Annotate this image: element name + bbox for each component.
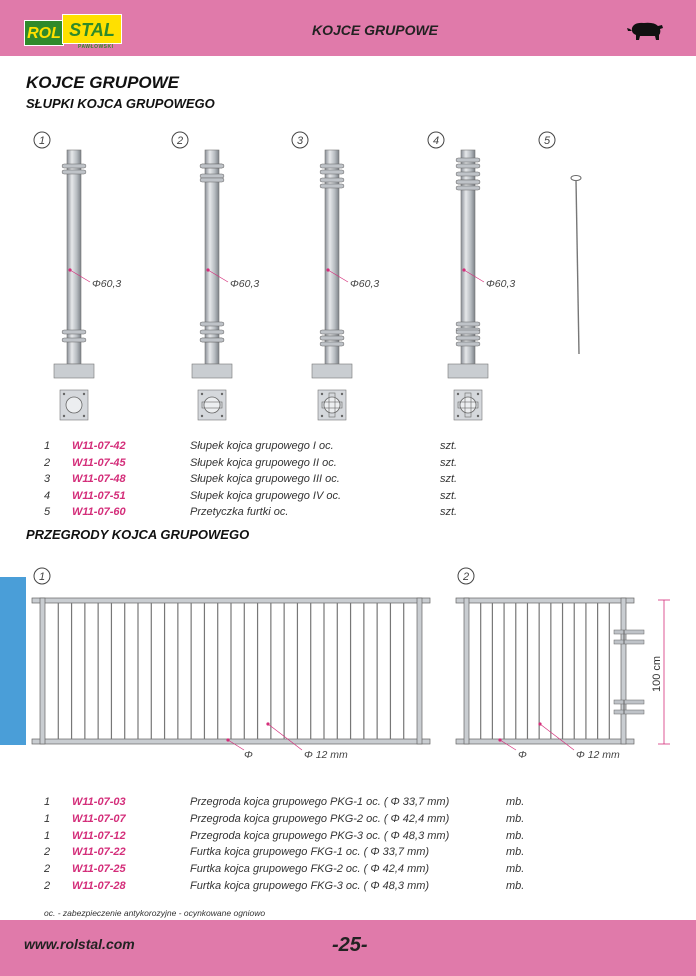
post-4-bracket bbox=[456, 186, 480, 190]
page-heading: KOJCE GRUPOWE bbox=[26, 73, 180, 92]
product-description: Przegroda kojca grupowego PKG-1 oc. ( Φ 33,7 mm) bbox=[190, 796, 450, 808]
post-4-bracket bbox=[456, 164, 480, 168]
table-row bbox=[44, 440, 564, 456]
bolt-hole bbox=[201, 415, 203, 417]
pig-icon bbox=[626, 20, 666, 42]
bolt-hole bbox=[83, 393, 85, 395]
bolt-hole bbox=[341, 415, 343, 417]
bolt-hole bbox=[221, 393, 223, 395]
page-number: -25- bbox=[332, 934, 368, 956]
item-number: 1 bbox=[44, 796, 51, 808]
partition-2-top-rail bbox=[456, 598, 634, 603]
table-row bbox=[44, 830, 564, 846]
post-3-diameter: Φ60,3 bbox=[350, 278, 380, 290]
partition-2-right-post bbox=[621, 598, 626, 744]
footnote: oc. - zabezpieczenie antykorozyjne - ocynkowane ogniowo bbox=[44, 908, 266, 918]
product-code: W11-07-25 bbox=[72, 863, 126, 876]
product-description: Przegroda kojca grupowego PKG-2 oc. ( Φ 42,4 mm) bbox=[190, 812, 450, 825]
bolt-hole bbox=[63, 415, 65, 417]
product-code: W11-07-60 bbox=[72, 506, 126, 519]
rolstal-logo bbox=[24, 14, 124, 50]
table-row bbox=[44, 796, 564, 812]
unit-label: mb. bbox=[506, 829, 525, 842]
table-row bbox=[44, 880, 564, 896]
item-number: 2 bbox=[44, 880, 51, 892]
bolt-hole bbox=[321, 393, 323, 395]
hinge bbox=[614, 630, 644, 634]
partition-1-right-post bbox=[417, 598, 422, 744]
bolt-hole bbox=[221, 415, 223, 417]
bolt-hole bbox=[457, 415, 459, 417]
partitions-figure bbox=[0, 564, 696, 764]
post-3-bracket bbox=[320, 330, 344, 334]
hinge bbox=[614, 700, 644, 704]
partition-1-top-rail bbox=[32, 598, 430, 603]
item-number: 4 bbox=[44, 489, 51, 502]
post-4-diameter: Φ60,3 bbox=[486, 278, 516, 290]
post-3-bracket bbox=[320, 336, 344, 340]
post-3-bracket bbox=[320, 178, 344, 182]
partition-1-bar-diameter: Φ 12 mm bbox=[304, 749, 348, 761]
post-2-diameter: Φ60,3 bbox=[230, 278, 260, 290]
page-header bbox=[0, 0, 696, 56]
bolt-hole bbox=[83, 415, 85, 417]
partition-1-number: 1 bbox=[38, 571, 46, 583]
unit-label: mb. bbox=[506, 863, 525, 876]
unit-label: mb. bbox=[506, 812, 525, 825]
post-2-plan-tube bbox=[204, 397, 220, 413]
bolt-hole bbox=[63, 393, 65, 395]
post-2-bracket bbox=[200, 174, 224, 178]
partition-2-number: 2 bbox=[462, 571, 470, 583]
unit-label: szt. bbox=[440, 506, 458, 519]
product-code: W11-07-12 bbox=[72, 829, 126, 842]
logo-rol: ROL bbox=[24, 20, 64, 46]
post-3-bracket bbox=[320, 342, 344, 346]
post-3-bracket bbox=[320, 164, 344, 168]
post-3-bracket bbox=[320, 184, 344, 188]
post-4-plan-tube bbox=[460, 397, 476, 413]
post-2-number: 2 bbox=[176, 135, 184, 147]
partition-2-rail-diameter: Φ bbox=[518, 749, 527, 761]
post-4-bracket bbox=[456, 330, 480, 334]
product-description: Słupek kojca grupowego II oc. bbox=[190, 456, 337, 469]
product-code: W11-07-07 bbox=[72, 812, 126, 825]
product-description: Słupek kojca grupowego I oc. bbox=[190, 440, 334, 452]
bolt-hole bbox=[321, 415, 323, 417]
unit-label: mb. bbox=[506, 880, 525, 892]
section-title-partitions: PRZEGRODY KOJCA GRUPOWEGO bbox=[26, 527, 250, 542]
bolt-hole bbox=[477, 393, 479, 395]
table-row bbox=[44, 457, 564, 473]
logo-stal: STAL bbox=[62, 14, 122, 44]
post-4-bracket bbox=[456, 322, 480, 326]
bolt-hole bbox=[201, 393, 203, 395]
unit-label: szt. bbox=[440, 440, 458, 452]
partition-1-left-post bbox=[40, 598, 45, 744]
unit-label: szt. bbox=[440, 473, 458, 486]
item-number: 2 bbox=[44, 863, 51, 876]
post-4-bracket bbox=[456, 172, 480, 176]
item-number: 2 bbox=[44, 846, 51, 859]
bolt-hole bbox=[341, 393, 343, 395]
unit-label: mb. bbox=[506, 846, 525, 859]
product-code: W11-07-45 bbox=[72, 456, 126, 469]
post-3-plan-tube bbox=[324, 397, 340, 413]
product-code: W11-07-48 bbox=[72, 473, 126, 486]
post-2-bracket bbox=[200, 322, 224, 326]
posts-figure bbox=[0, 124, 696, 424]
post-2-bracket bbox=[200, 338, 224, 342]
product-description: Furtka kojca grupowego FKG-1 oc. ( Φ 33,7 mm) bbox=[190, 846, 430, 859]
unit-label: szt. bbox=[440, 456, 458, 469]
website-link[interactable]: www.rolstal.com bbox=[24, 936, 135, 952]
post-4-number: 4 bbox=[432, 135, 440, 147]
product-description: Przetyczka furtki oc. bbox=[190, 506, 289, 519]
post-1-bracket bbox=[62, 330, 86, 334]
post-2-bracket bbox=[200, 164, 224, 168]
post-1-base bbox=[54, 364, 94, 378]
pin-loop bbox=[571, 176, 581, 181]
logo-subtitle: PAWŁOWSKI bbox=[78, 44, 114, 50]
hinge bbox=[614, 640, 644, 644]
table-row bbox=[44, 506, 564, 522]
table-row bbox=[44, 490, 564, 506]
partition-2-left-post bbox=[464, 598, 469, 744]
item-number: 1 bbox=[44, 812, 51, 825]
height-label: 100 cm bbox=[651, 655, 663, 692]
post-4-base bbox=[448, 364, 488, 378]
table-row bbox=[44, 473, 564, 489]
dimension-leader bbox=[540, 724, 574, 750]
post-4-bracket bbox=[456, 342, 480, 346]
post-2-bracket bbox=[200, 178, 224, 182]
product-description: Słupek kojca grupowego IV oc. bbox=[190, 489, 342, 502]
table-row bbox=[44, 813, 564, 829]
product-description: Furtka kojca grupowego FKG-2 oc. ( Φ 42,4 mm) bbox=[190, 863, 430, 876]
product-code: W11-07-42 bbox=[72, 440, 126, 452]
bolt-hole bbox=[477, 415, 479, 417]
product-description: Przegroda kojca grupowego PKG-3 oc. ( Φ 48,3 mm) bbox=[190, 829, 450, 842]
post-3-bracket bbox=[320, 170, 344, 174]
partition-2-bottom-rail bbox=[456, 739, 634, 744]
product-code: W11-07-03 bbox=[72, 796, 126, 808]
post-1-diameter: Φ60,3 bbox=[92, 278, 122, 290]
product-description: Furtka kojca grupowego FKG-3 oc. ( Φ 48,3 mm) bbox=[190, 880, 430, 892]
item-number: 1 bbox=[44, 440, 51, 452]
item-number: 3 bbox=[44, 473, 51, 486]
post-2-bracket bbox=[200, 330, 224, 334]
section-title-posts: SŁUPKI KOJCA GRUPOWEGO bbox=[26, 96, 215, 111]
partition-1-rail-diameter: Φ bbox=[244, 749, 253, 761]
item-number: 5 bbox=[44, 506, 51, 519]
post-1-bracket bbox=[62, 164, 86, 168]
page-footer bbox=[0, 920, 696, 976]
hinge bbox=[614, 710, 644, 714]
pin-number: 5 bbox=[543, 135, 551, 147]
post-1-plan-tube bbox=[66, 397, 82, 413]
post-1-bracket bbox=[62, 338, 86, 342]
post-1-number: 1 bbox=[38, 135, 46, 147]
product-code: W11-07-51 bbox=[72, 489, 126, 502]
table-row bbox=[44, 846, 564, 862]
bolt-hole bbox=[457, 393, 459, 395]
partition-2-bar-diameter: Φ 12 mm bbox=[576, 749, 620, 761]
post-1-bracket bbox=[62, 170, 86, 174]
post-4-bracket bbox=[456, 158, 480, 162]
post-4-bracket bbox=[456, 336, 480, 340]
post-4-bracket bbox=[456, 180, 480, 184]
product-description: Słupek kojca grupowego III oc. bbox=[190, 473, 340, 486]
post-3-base bbox=[312, 364, 352, 378]
item-number: 2 bbox=[44, 456, 51, 469]
unit-label: mb. bbox=[506, 796, 525, 808]
item-number: 1 bbox=[44, 829, 51, 842]
product-code: W11-07-28 bbox=[72, 880, 126, 892]
unit-label: szt. bbox=[440, 489, 458, 502]
header-title: KOJCE GRUPOWE bbox=[312, 22, 439, 38]
product-code: W11-07-22 bbox=[72, 846, 126, 859]
post-2-base bbox=[192, 364, 232, 378]
table-row bbox=[44, 863, 564, 879]
post-3-number: 3 bbox=[296, 135, 304, 147]
pin-rod bbox=[576, 180, 579, 354]
